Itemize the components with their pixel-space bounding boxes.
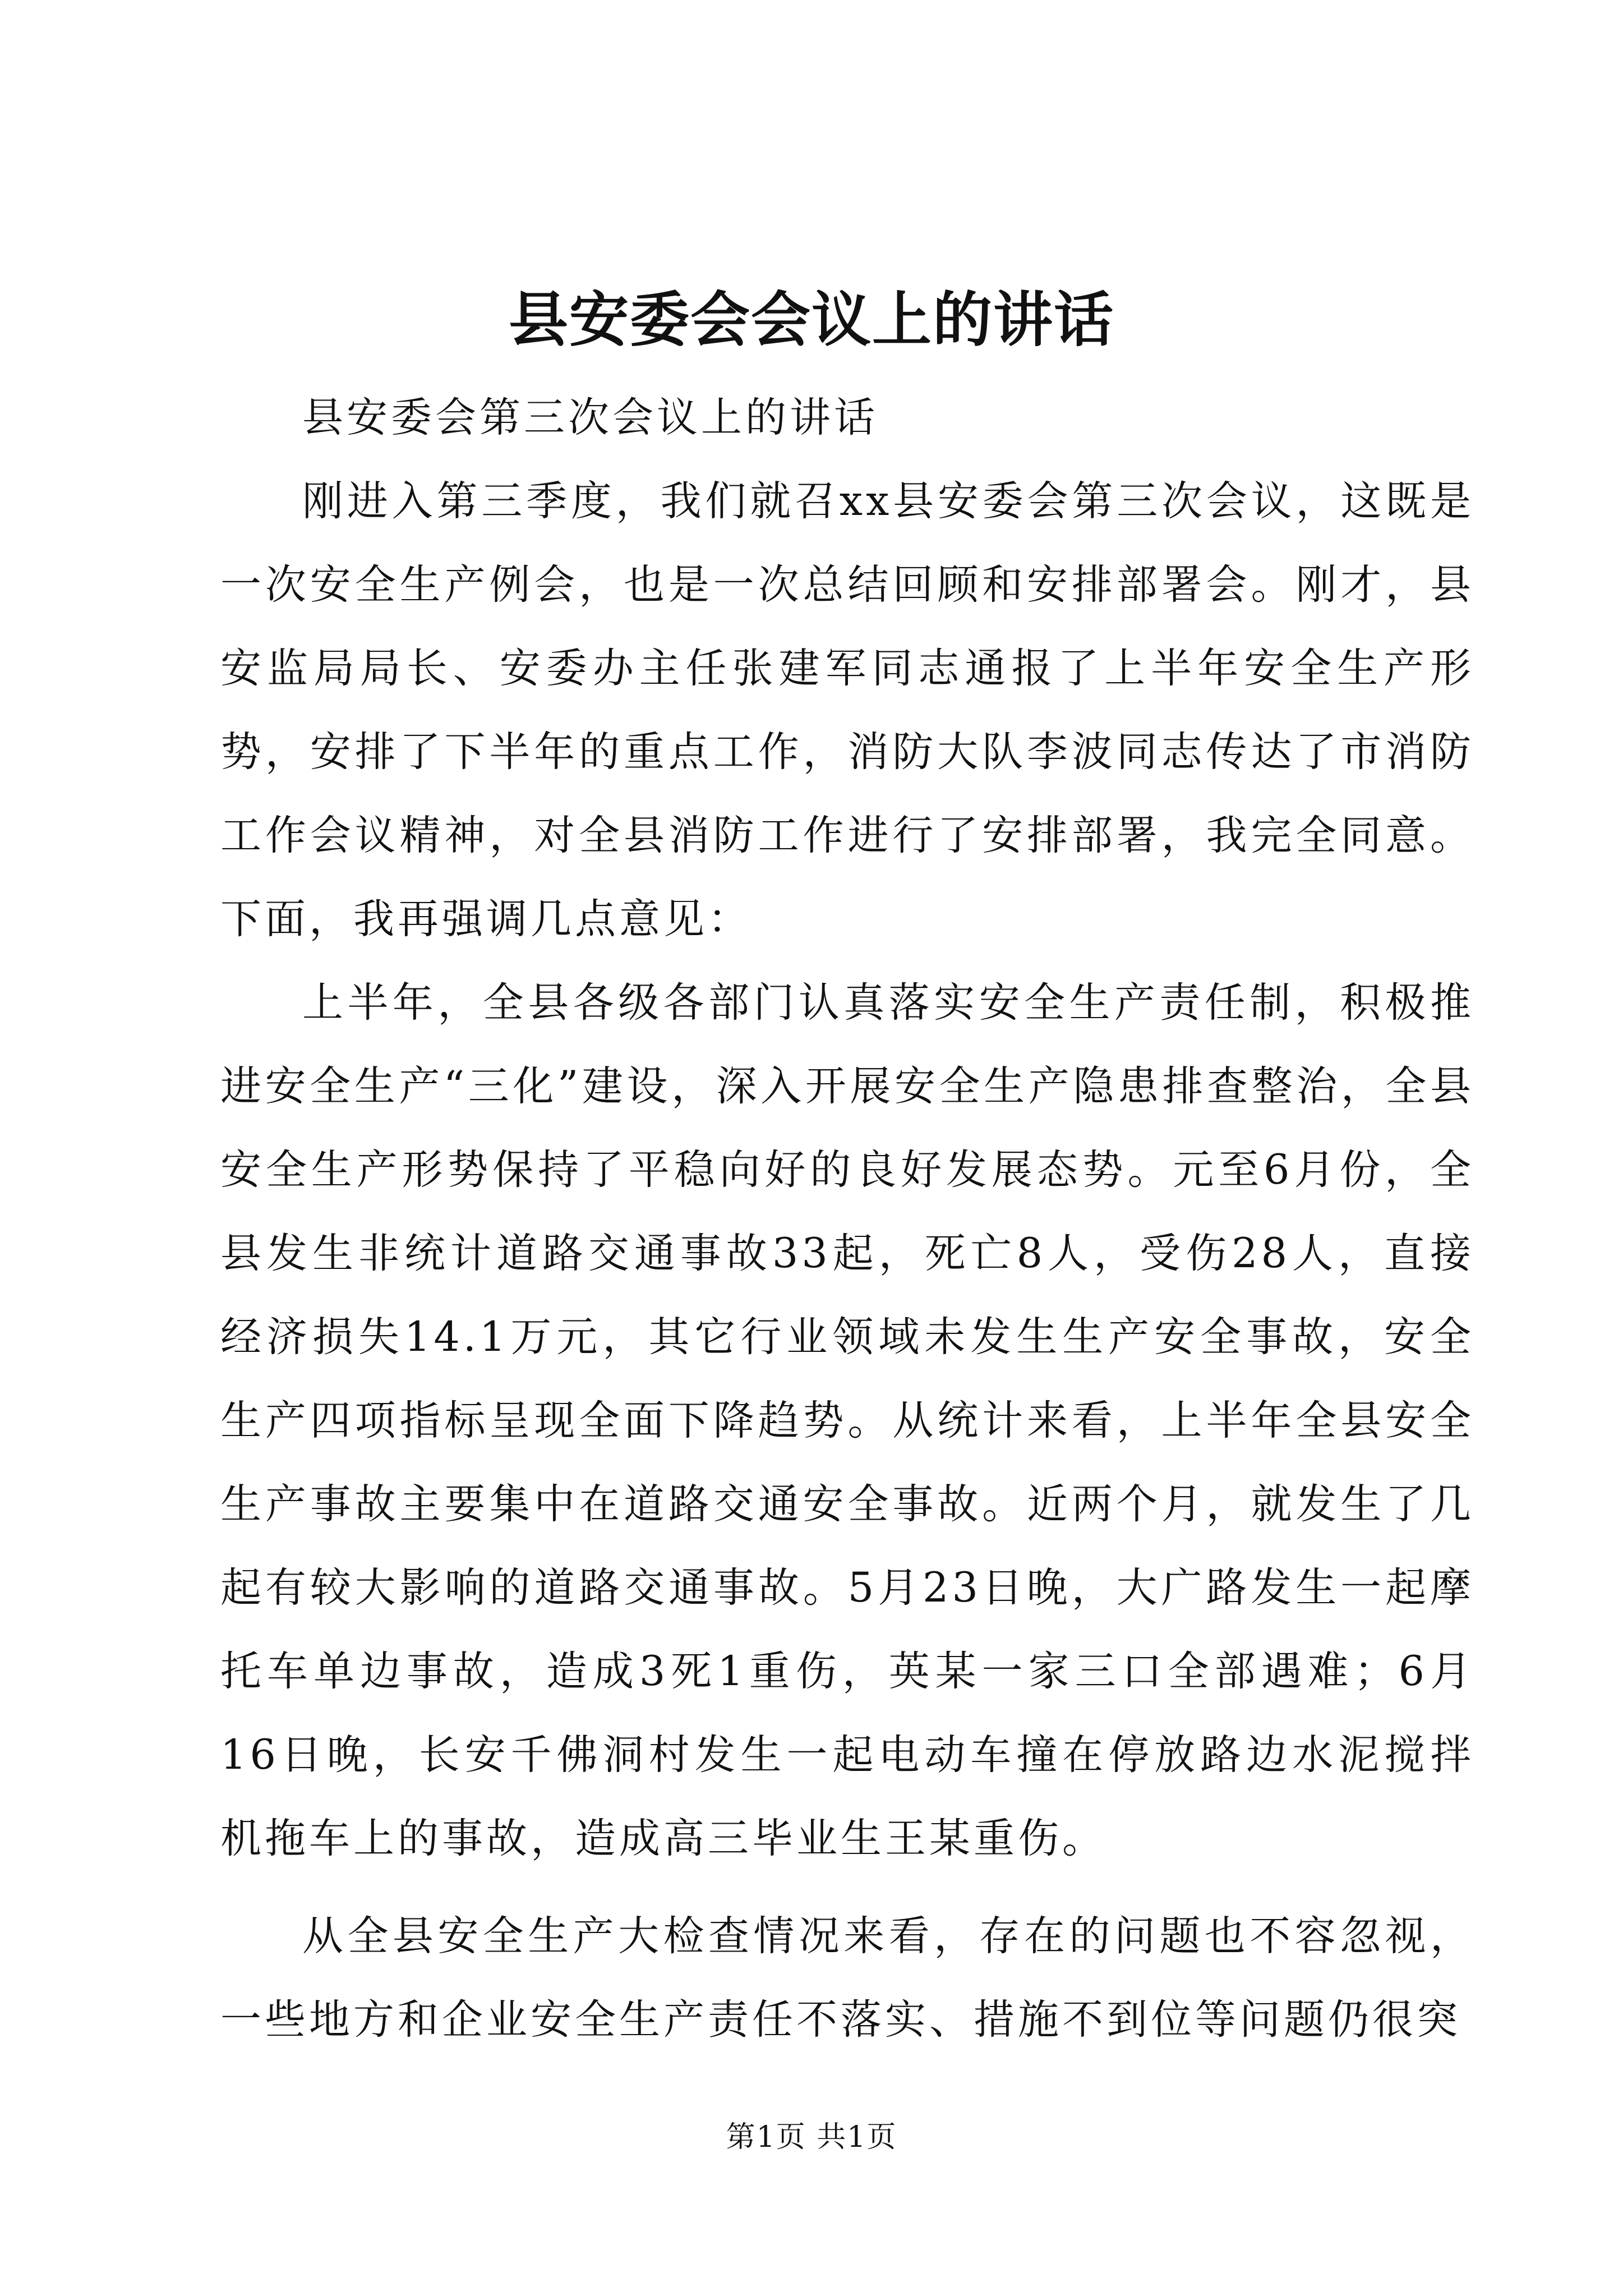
document-subtitle: 县安委会第三次会议上的讲话 bbox=[302, 394, 878, 441]
page-number-footer: 第1页 共1页 bbox=[726, 2120, 897, 2154]
document-title: 县安委会会议上的讲话 bbox=[509, 284, 1114, 355]
paragraph-1: 刚进入第三季度，我们就召xx县安委会第三次会议，这既是一次安全生产例会，也是一次总结回顾和安排部署会。刚才，县安监局局长、安委办主任张建军同志通报了上半年安全生产形势，安排了下半年的重点工作，消防大队李波同志传达了市消防工作会议精神，对全县消防工作进行了安排部署，我完全同意。下面，我再强调几点意见： bbox=[220, 477, 1474, 943]
document-body bbox=[220, 376, 1474, 2062]
paragraph-2: 上半年，全县各级各部门认真落实安全生产责任制，积极推进安全生产“三化”建设，深入开展安全生产隐患排查整治，全县安全生产形势保持了平稳向好的良好发展态势。元至6月份，全县发生非统计道路交通事故33起，死亡8人，受伤28人，直接经济损失14.1万元，其它行业领域未发生生产安全事故，安全生产四项指标呈现全面下降趋势。从统计来看，上半年全县安全生产事故主要集中在道路交通安全事故。近两个月，就发生了几起有较大影响的道路交通事故。5月23日晚，大广路发生一起摩托车单边事故，造成3死1重伤，英某一家三口全部遇难；6月16日晚，长安千佛洞村发生一起电动车撞在停放路边水泥搅拌机拖车上的事故，造成高三毕业生王某重伤。 bbox=[220, 979, 1474, 1862]
paragraph-3: 从全县安全生产大检查情况来看，存在的问题也不容忽视，一些地方和企业安全生产责任不落实、措施不到位等问题仍很突 bbox=[220, 1912, 1474, 2044]
